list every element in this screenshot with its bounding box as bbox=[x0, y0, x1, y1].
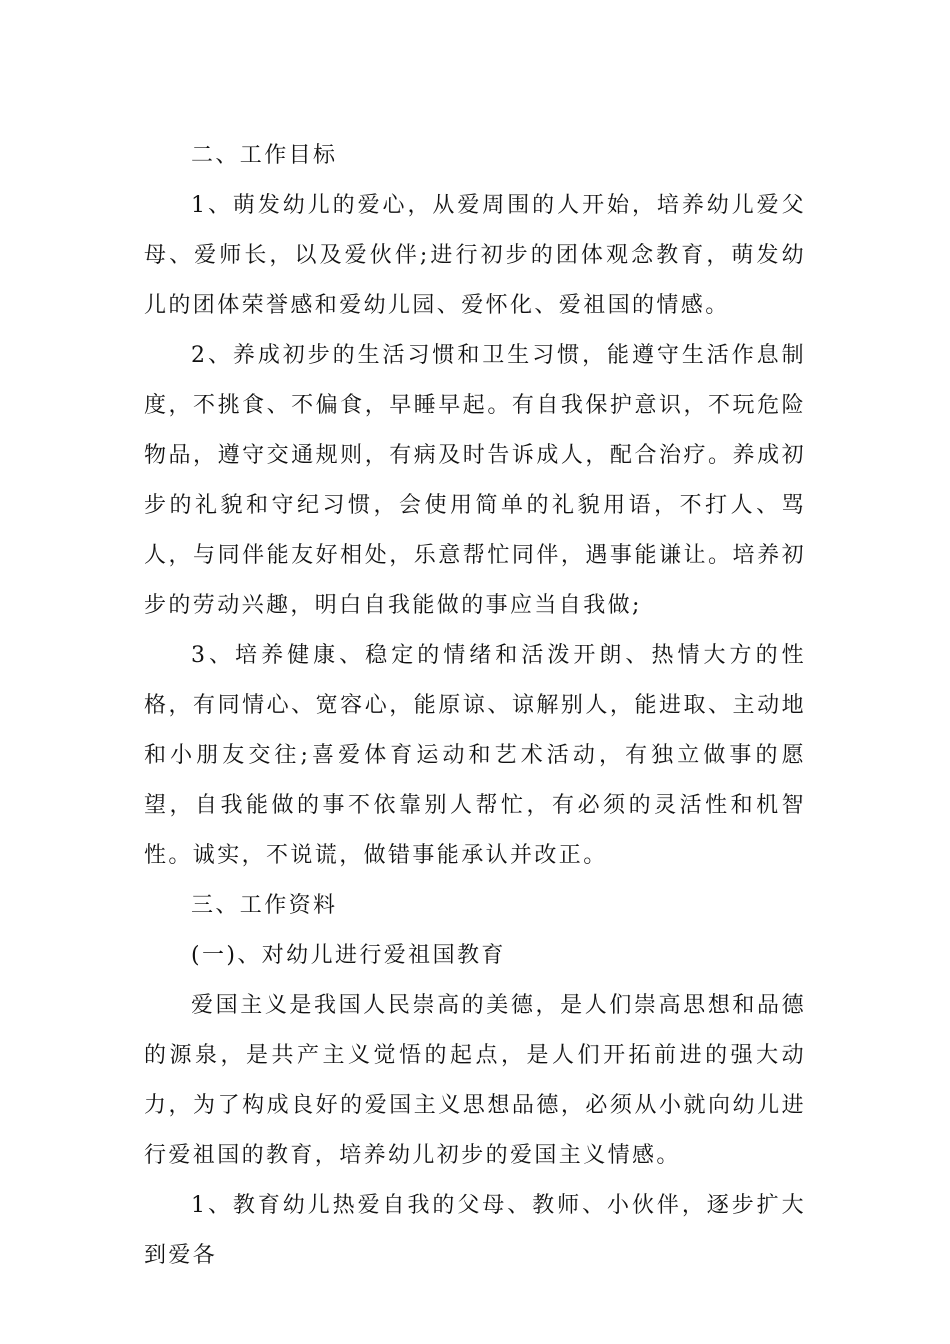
section-heading-work-goals: 二、工作目标 bbox=[191, 143, 338, 168]
goal-paragraph-1: 1、萌发幼儿的爱心，从爱周围的人开始，培养幼儿爱父母、爱师长，以及爱伙伴;进行初步的团体观念教育，萌发幼儿的团体荣誉感和爱幼儿园、爱怀化、爱祖国的情感。 bbox=[144, 193, 806, 318]
goal-paragraph-2: 2、养成初步的生活习惯和卫生习惯，能遵守生活作息制度，不挑食、不偏食，早睡早起。有自我保护意识，不玩危险物品，遵守交通规则，有病及时告诉成人，配合治疗。养成初步的礼貌和守纪习惯，会使用简单的礼貌用语，不打人、骂人，与同伴能友好相处，乐意帮忙同伴，遇事能谦让。培养初步的劳动兴趣，明白自我能做的事应当自我做; bbox=[144, 343, 806, 618]
section-heading-work-content: 三、工作资料 bbox=[191, 893, 338, 918]
subsection-heading-patriotism: (一)、对幼儿进行爱祖国教育 bbox=[191, 943, 506, 968]
patriotism-paragraph: 爱国主义是我国人民崇高的美德，是人们崇高思想和品德的源泉，是共产主义觉悟的起点，是人们开拓前进的强大动力，为了构成良好的爱国主义思想品德，必须从小就向幼儿进行爱祖国的教育，培养幼儿初步的爱国主义情感。 bbox=[144, 993, 806, 1168]
document-body bbox=[144, 131, 806, 1281]
goal-paragraph-3: 3、培养健康、稳定的情绪和活泼开朗、热情大方的性格，有同情心、宽容心，能原谅、谅解别人，能进取、主动地和小朋友交往;喜爱体育运动和艺术活动，有独立做事的愿望，自我能做的事不依靠别人帮忙，有必须的灵活性和机智性。诚实，不说谎，做错事能承认并改正。 bbox=[144, 643, 806, 868]
content-paragraph-1: 1、教育幼儿热爱自我的父母、教师、小伙伴，逐步扩大到爱各 bbox=[144, 1193, 806, 1268]
